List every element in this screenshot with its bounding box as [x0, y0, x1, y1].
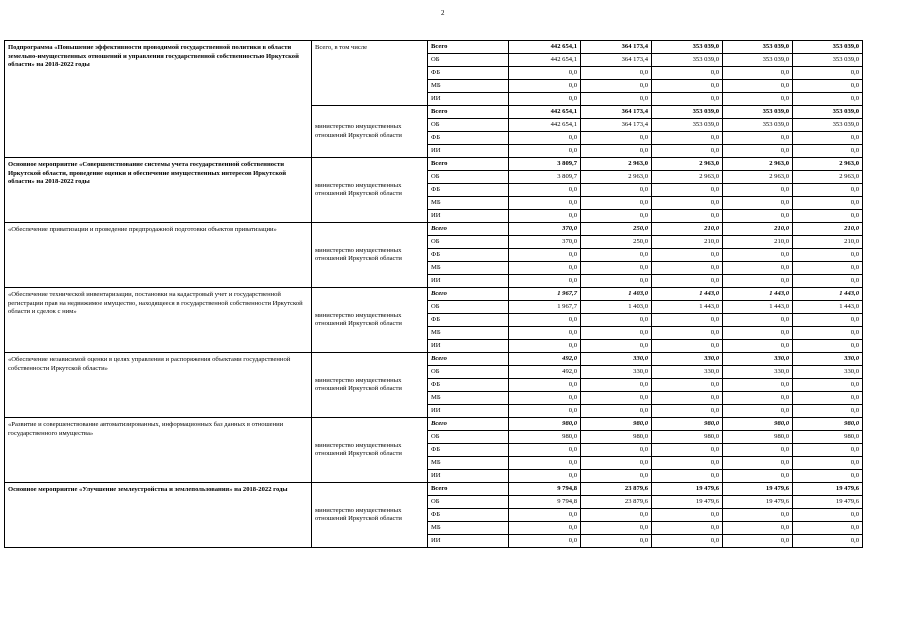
- amount-cell: 980,0: [652, 418, 723, 431]
- amount-cell: 0,0: [793, 457, 863, 470]
- amount-cell: 2 963,0: [793, 171, 863, 184]
- amount-cell: 3 809,7: [509, 171, 581, 184]
- amount-cell: 2 963,0: [723, 171, 793, 184]
- amount-cell: 0,0: [723, 470, 793, 483]
- amount-cell: 330,0: [793, 366, 863, 379]
- amount-cell: 0,0: [723, 314, 793, 327]
- amount-cell: 980,0: [581, 418, 652, 431]
- amount-cell: 0,0: [793, 197, 863, 210]
- amount-cell: 210,0: [652, 236, 723, 249]
- amount-cell: 980,0: [509, 431, 581, 444]
- amount-cell: 0,0: [581, 470, 652, 483]
- amount-cell: 980,0: [723, 431, 793, 444]
- funding-source-cell: ОБ: [428, 496, 509, 509]
- amount-cell: 1 967,7: [509, 288, 581, 301]
- funding-source-cell: МБ: [428, 457, 509, 470]
- amount-cell: 1 443,0: [793, 301, 863, 314]
- amount-cell: 330,0: [652, 353, 723, 366]
- amount-cell: 2 963,0: [652, 158, 723, 171]
- amount-cell: 210,0: [723, 236, 793, 249]
- amount-cell: 0,0: [509, 132, 581, 145]
- amount-cell: 19 479,6: [652, 496, 723, 509]
- amount-cell: 2 963,0: [581, 158, 652, 171]
- amount-cell: 330,0: [581, 353, 652, 366]
- funding-source-cell: ИИ: [428, 210, 509, 223]
- amount-cell: 980,0: [793, 418, 863, 431]
- amount-cell: 0,0: [793, 80, 863, 93]
- amount-cell: 353 039,0: [723, 119, 793, 132]
- amount-cell: 0,0: [581, 509, 652, 522]
- amount-cell: 0,0: [509, 470, 581, 483]
- executor-cell: министерство имущественных отношений Иркутской области: [312, 483, 428, 548]
- amount-cell: 0,0: [581, 327, 652, 340]
- amount-cell: 1 443,0: [793, 288, 863, 301]
- amount-cell: 0,0: [723, 262, 793, 275]
- amount-cell: 980,0: [793, 431, 863, 444]
- amount-cell: 0,0: [581, 210, 652, 223]
- amount-cell: 1 443,0: [652, 288, 723, 301]
- amount-cell: 0,0: [652, 457, 723, 470]
- amount-cell: 2 963,0: [652, 171, 723, 184]
- amount-cell: 0,0: [723, 535, 793, 548]
- funding-source-cell: ИИ: [428, 470, 509, 483]
- amount-cell: 0,0: [509, 379, 581, 392]
- amount-cell: 330,0: [581, 366, 652, 379]
- amount-cell: 0,0: [793, 262, 863, 275]
- amount-cell: 2 963,0: [581, 171, 652, 184]
- table-row: [5, 158, 863, 171]
- funding-source-cell: МБ: [428, 80, 509, 93]
- amount-cell: 1 403,0: [581, 301, 652, 314]
- amount-cell: 0,0: [509, 249, 581, 262]
- amount-cell: 0,0: [509, 275, 581, 288]
- amount-cell: 0,0: [509, 197, 581, 210]
- amount-cell: 1 443,0: [723, 288, 793, 301]
- amount-cell: 0,0: [793, 145, 863, 158]
- amount-cell: 1 443,0: [723, 301, 793, 314]
- funding-source-cell: МБ: [428, 392, 509, 405]
- amount-cell: 0,0: [509, 314, 581, 327]
- amount-cell: 0,0: [723, 392, 793, 405]
- amount-cell: 0,0: [581, 444, 652, 457]
- amount-cell: 0,0: [793, 405, 863, 418]
- executor-cell: министерство имущественных отношений Иркутской области: [312, 418, 428, 483]
- amount-cell: 0,0: [581, 197, 652, 210]
- funding-source-cell: ФБ: [428, 67, 509, 80]
- funding-source-cell: ИИ: [428, 275, 509, 288]
- amount-cell: 980,0: [581, 431, 652, 444]
- amount-cell: 19 479,6: [723, 483, 793, 496]
- amount-cell: 980,0: [652, 431, 723, 444]
- amount-cell: 0,0: [723, 522, 793, 535]
- amount-cell: 0,0: [509, 327, 581, 340]
- program-title: «Обеспечение приватизации и проведение предпродажной подготовки объектов приватизации»: [5, 223, 312, 288]
- amount-cell: 0,0: [581, 457, 652, 470]
- amount-cell: 1 403,0: [581, 288, 652, 301]
- funding-source-cell: ОБ: [428, 366, 509, 379]
- funding-source-cell: ОБ: [428, 119, 509, 132]
- budget-table: [4, 40, 863, 548]
- amount-cell: 0,0: [652, 392, 723, 405]
- funding-source-cell: ФБ: [428, 509, 509, 522]
- amount-cell: 0,0: [793, 522, 863, 535]
- amount-cell: 980,0: [509, 418, 581, 431]
- amount-cell: 210,0: [723, 223, 793, 236]
- amount-cell: 353 039,0: [793, 119, 863, 132]
- funding-source-cell: МБ: [428, 197, 509, 210]
- amount-cell: 0,0: [581, 184, 652, 197]
- table-row: [5, 353, 863, 366]
- amount-cell: 0,0: [793, 93, 863, 106]
- amount-cell: 23 879,6: [581, 483, 652, 496]
- table-row: [5, 483, 863, 496]
- amount-cell: 0,0: [581, 379, 652, 392]
- amount-cell: 330,0: [723, 353, 793, 366]
- amount-cell: 353 039,0: [723, 54, 793, 67]
- funding-source-cell: ФБ: [428, 184, 509, 197]
- funding-source-cell: МБ: [428, 327, 509, 340]
- amount-cell: 353 039,0: [652, 41, 723, 54]
- amount-cell: 0,0: [581, 262, 652, 275]
- amount-cell: 0,0: [793, 184, 863, 197]
- amount-cell: 0,0: [652, 275, 723, 288]
- funding-source-cell: ИИ: [428, 145, 509, 158]
- amount-cell: 0,0: [652, 535, 723, 548]
- amount-cell: 0,0: [793, 340, 863, 353]
- amount-cell: 0,0: [581, 145, 652, 158]
- amount-cell: 0,0: [581, 314, 652, 327]
- amount-cell: 0,0: [723, 379, 793, 392]
- amount-cell: 0,0: [509, 93, 581, 106]
- amount-cell: 19 479,6: [793, 483, 863, 496]
- amount-cell: 2 963,0: [793, 158, 863, 171]
- amount-cell: 0,0: [793, 275, 863, 288]
- executor-cell: Всего, в том числе: [312, 41, 428, 106]
- amount-cell: 0,0: [723, 249, 793, 262]
- executor-cell: министерство имущественных отношений Иркутской области: [312, 223, 428, 288]
- amount-cell: 0,0: [509, 444, 581, 457]
- amount-cell: 353 039,0: [723, 106, 793, 119]
- amount-cell: 0,0: [652, 522, 723, 535]
- funding-source-cell: Всего: [428, 288, 509, 301]
- amount-cell: 0,0: [652, 132, 723, 145]
- amount-cell: 0,0: [509, 80, 581, 93]
- funding-source-cell: Всего: [428, 41, 509, 54]
- amount-cell: 0,0: [509, 145, 581, 158]
- amount-cell: 442 654,1: [509, 41, 581, 54]
- amount-cell: 0,0: [793, 132, 863, 145]
- amount-cell: 0,0: [723, 210, 793, 223]
- program-title: «Обеспечение независимой оценки в целях управления и распоряжения объектами государственной собственности Иркутской области»: [5, 353, 312, 418]
- funding-source-cell: Всего: [428, 158, 509, 171]
- amount-cell: 0,0: [793, 535, 863, 548]
- funding-source-cell: Всего: [428, 353, 509, 366]
- amount-cell: 0,0: [723, 509, 793, 522]
- amount-cell: 210,0: [652, 223, 723, 236]
- amount-cell: 0,0: [509, 392, 581, 405]
- amount-cell: 0,0: [723, 145, 793, 158]
- amount-cell: 0,0: [652, 184, 723, 197]
- amount-cell: 0,0: [793, 327, 863, 340]
- amount-cell: 0,0: [723, 132, 793, 145]
- amount-cell: 364 173,4: [581, 54, 652, 67]
- program-title: Подпрограмма «Повышение эффективности проводимой государственной политики в области земельно-имущественных отношений и управления государственной собственностью Иркутской области» на 2018-2022 годы: [5, 41, 312, 158]
- amount-cell: 0,0: [723, 197, 793, 210]
- amount-cell: 492,0: [509, 353, 581, 366]
- amount-cell: 364 173,4: [581, 41, 652, 54]
- amount-cell: 0,0: [652, 405, 723, 418]
- amount-cell: 0,0: [652, 509, 723, 522]
- funding-source-cell: ОБ: [428, 431, 509, 444]
- amount-cell: 364 173,4: [581, 119, 652, 132]
- amount-cell: 0,0: [581, 392, 652, 405]
- amount-cell: 353 039,0: [652, 106, 723, 119]
- table-row: [5, 288, 863, 301]
- amount-cell: 0,0: [793, 509, 863, 522]
- amount-cell: 0,0: [723, 184, 793, 197]
- funding-source-cell: ОБ: [428, 54, 509, 67]
- table-body: [5, 41, 863, 548]
- amount-cell: 330,0: [652, 366, 723, 379]
- amount-cell: 210,0: [793, 223, 863, 236]
- amount-cell: 0,0: [509, 535, 581, 548]
- amount-cell: 0,0: [723, 275, 793, 288]
- amount-cell: 0,0: [723, 444, 793, 457]
- amount-cell: 23 879,6: [581, 496, 652, 509]
- amount-cell: 0,0: [652, 470, 723, 483]
- funding-source-cell: МБ: [428, 522, 509, 535]
- amount-cell: 0,0: [509, 262, 581, 275]
- funding-source-cell: ФБ: [428, 314, 509, 327]
- amount-cell: 0,0: [509, 509, 581, 522]
- amount-cell: 2 963,0: [723, 158, 793, 171]
- amount-cell: 0,0: [723, 340, 793, 353]
- amount-cell: 364 173,4: [581, 106, 652, 119]
- funding-source-cell: ИИ: [428, 340, 509, 353]
- amount-cell: 0,0: [581, 405, 652, 418]
- amount-cell: 0,0: [581, 93, 652, 106]
- funding-source-cell: ОБ: [428, 171, 509, 184]
- amount-cell: 0,0: [652, 249, 723, 262]
- amount-cell: 353 039,0: [652, 54, 723, 67]
- amount-cell: 353 039,0: [793, 54, 863, 67]
- amount-cell: 250,0: [581, 236, 652, 249]
- amount-cell: 0,0: [793, 392, 863, 405]
- amount-cell: 0,0: [581, 132, 652, 145]
- funding-source-cell: ОБ: [428, 236, 509, 249]
- executor-cell: министерство имущественных отношений Иркутской области: [312, 106, 428, 158]
- amount-cell: 0,0: [581, 80, 652, 93]
- funding-source-cell: ФБ: [428, 249, 509, 262]
- amount-cell: 0,0: [723, 405, 793, 418]
- amount-cell: 250,0: [581, 223, 652, 236]
- amount-cell: 19 479,6: [793, 496, 863, 509]
- funding-source-cell: ИИ: [428, 535, 509, 548]
- amount-cell: 370,0: [509, 223, 581, 236]
- amount-cell: 3 809,7: [509, 158, 581, 171]
- amount-cell: 353 039,0: [793, 106, 863, 119]
- amount-cell: 353 039,0: [652, 119, 723, 132]
- executor-cell: министерство имущественных отношений Иркутской области: [312, 353, 428, 418]
- table-row: [5, 418, 863, 431]
- amount-cell: 0,0: [793, 444, 863, 457]
- amount-cell: 0,0: [652, 314, 723, 327]
- amount-cell: 210,0: [793, 236, 863, 249]
- executor-cell: министерство имущественных отношений Иркутской области: [312, 288, 428, 353]
- funding-source-cell: ИИ: [428, 93, 509, 106]
- page-number: 2: [441, 9, 445, 17]
- amount-cell: 0,0: [652, 379, 723, 392]
- amount-cell: 0,0: [509, 67, 581, 80]
- table-row: [5, 223, 863, 236]
- amount-cell: 0,0: [652, 210, 723, 223]
- amount-cell: 980,0: [723, 418, 793, 431]
- amount-cell: 330,0: [723, 366, 793, 379]
- amount-cell: 0,0: [652, 327, 723, 340]
- amount-cell: 1 443,0: [652, 301, 723, 314]
- amount-cell: 9 794,8: [509, 483, 581, 496]
- table-row: [5, 41, 863, 54]
- amount-cell: 0,0: [793, 470, 863, 483]
- funding-source-cell: Всего: [428, 223, 509, 236]
- funding-source-cell: ФБ: [428, 132, 509, 145]
- amount-cell: 442 654,1: [509, 54, 581, 67]
- funding-source-cell: ИИ: [428, 405, 509, 418]
- executor-cell: министерство имущественных отношений Иркутской области: [312, 158, 428, 223]
- amount-cell: 330,0: [793, 353, 863, 366]
- amount-cell: 0,0: [581, 67, 652, 80]
- amount-cell: 0,0: [581, 340, 652, 353]
- program-title: «Развитие и совершенствование автоматизированных, информационных баз данных в отношении государственного имущества»: [5, 418, 312, 483]
- funding-source-cell: Всего: [428, 418, 509, 431]
- amount-cell: 0,0: [793, 249, 863, 262]
- amount-cell: 0,0: [509, 522, 581, 535]
- amount-cell: 442 654,1: [509, 106, 581, 119]
- amount-cell: 19 479,6: [723, 496, 793, 509]
- amount-cell: 9 794,8: [509, 496, 581, 509]
- funding-source-cell: Всего: [428, 106, 509, 119]
- amount-cell: 0,0: [581, 249, 652, 262]
- amount-cell: 0,0: [652, 93, 723, 106]
- amount-cell: 0,0: [723, 67, 793, 80]
- amount-cell: 0,0: [509, 210, 581, 223]
- amount-cell: 442 654,1: [509, 119, 581, 132]
- amount-cell: 0,0: [652, 197, 723, 210]
- amount-cell: 0,0: [509, 457, 581, 470]
- amount-cell: 0,0: [581, 275, 652, 288]
- amount-cell: 353 039,0: [793, 41, 863, 54]
- amount-cell: 0,0: [652, 262, 723, 275]
- amount-cell: 0,0: [793, 314, 863, 327]
- amount-cell: 0,0: [793, 67, 863, 80]
- amount-cell: 0,0: [509, 184, 581, 197]
- funding-source-cell: ФБ: [428, 444, 509, 457]
- amount-cell: 0,0: [652, 145, 723, 158]
- amount-cell: 0,0: [652, 340, 723, 353]
- funding-source-cell: ФБ: [428, 379, 509, 392]
- program-title: Основное мероприятие «Улучшение землеустройства и землепользования» на 2018-2022 годы: [5, 483, 312, 548]
- funding-source-cell: ОБ: [428, 301, 509, 314]
- funding-source-cell: МБ: [428, 262, 509, 275]
- amount-cell: 0,0: [652, 80, 723, 93]
- amount-cell: 0,0: [723, 457, 793, 470]
- amount-cell: 0,0: [723, 80, 793, 93]
- amount-cell: 0,0: [509, 340, 581, 353]
- amount-cell: 492,0: [509, 366, 581, 379]
- amount-cell: 0,0: [793, 379, 863, 392]
- amount-cell: 0,0: [723, 327, 793, 340]
- amount-cell: 0,0: [652, 67, 723, 80]
- amount-cell: 0,0: [652, 444, 723, 457]
- amount-cell: 0,0: [581, 535, 652, 548]
- amount-cell: 19 479,6: [652, 483, 723, 496]
- amount-cell: 1 967,7: [509, 301, 581, 314]
- program-title: Основное мероприятие «Совершенствование системы учета государственной собственности Иркутской области, проведение оценки и обеспечение имущественных интересов Иркутской области» на 2018-2022 годы: [5, 158, 312, 223]
- amount-cell: 0,0: [509, 405, 581, 418]
- amount-cell: 353 039,0: [723, 41, 793, 54]
- funding-source-cell: Всего: [428, 483, 509, 496]
- program-title: «Обеспечение технической инвентаризации, постановки на кадастровый учет и государственной регистрации прав на недвижимое имущество, находящееся в государственной собственности Иркутской области и сделок с ним»: [5, 288, 312, 353]
- amount-cell: 0,0: [581, 522, 652, 535]
- amount-cell: 370,0: [509, 236, 581, 249]
- amount-cell: 0,0: [723, 93, 793, 106]
- amount-cell: 0,0: [793, 210, 863, 223]
